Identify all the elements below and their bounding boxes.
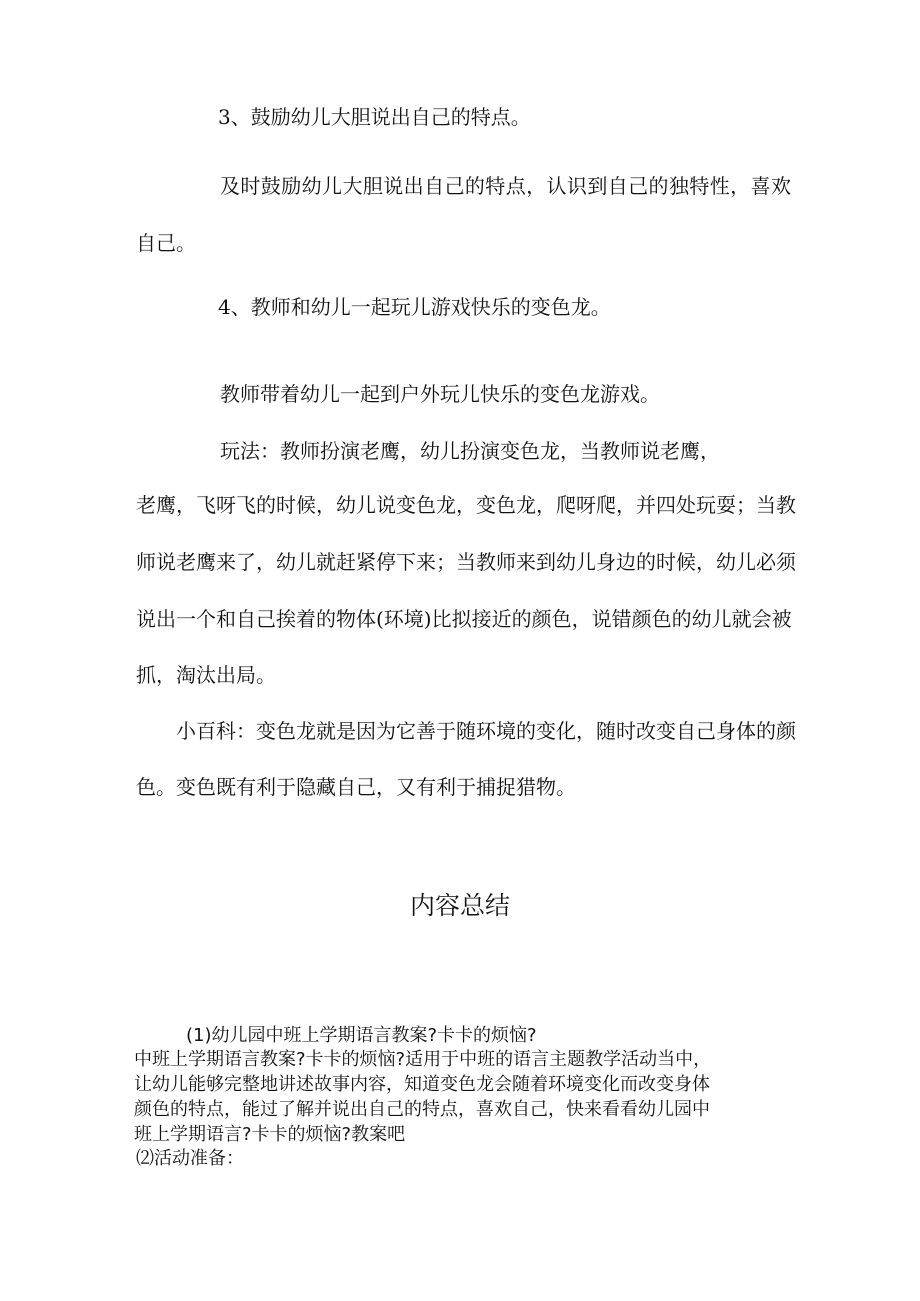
section4-heading: 4、教师和幼儿一起玩儿游戏快乐的变色龙。 <box>218 295 611 319</box>
game-rules-line1: 玩法：教师扮演老鹰，幼儿扮演变色龙，当教师说老鹰， <box>220 439 720 463</box>
summary-item1-line2: 中班上学期语言教案?卡卡的烦恼?适用于中班的语言主题教学活动当中， <box>134 1049 712 1070</box>
summary-item1-line4: 颜色的特点，能过了解并说出自己的特点，喜欢自己，快来看看幼儿园中 <box>134 1099 710 1120</box>
summary-item1-line5: 班上学期语言?卡卡的烦恼?教案吧 <box>134 1124 406 1145</box>
trivia-line2: 色。变色既有利于隐藏自己，又有利于捕捉猎物。 <box>136 775 576 799</box>
section3-paragraph-line2: 自己。 <box>136 231 196 255</box>
game-rules-line4: 说出一个和自己挨着的物体(环境)比拟接近的颜色，说错颜色的幼儿就会被 <box>136 607 792 631</box>
summary-item2: ⑵活动准备： <box>136 1148 244 1169</box>
game-rules-line5: 抓，淘汰出局。 <box>136 663 276 687</box>
trivia-line1: 小百科：变色龙就是因为它善于随环境的变化，随时改变自己身体的颜 <box>176 719 796 743</box>
section4-intro: 教师带着幼儿一起到户外玩儿快乐的变色龙游戏。 <box>220 382 660 406</box>
game-rules-line3: 师说老鹰来了，幼儿就赶紧停下来；当教师来到幼儿身边的时候，幼儿必须 <box>136 550 796 574</box>
summary-item1-line3: 让幼儿能够完整地讲述故事内容，知道变色龙会随着环境变化而改变身体 <box>134 1074 710 1095</box>
section3-heading: 3、鼓励幼儿大胆说出自己的特点。 <box>218 105 531 129</box>
section3-paragraph-line1: 及时鼓励幼儿大胆说出自己的特点，认识到自己的独特性，喜欢 <box>220 174 791 198</box>
summary-item1-heading: (1)幼儿园中班上学期语言教案?卡卡的烦恼? <box>186 1025 537 1046</box>
summary-title: 内容总结 <box>409 891 510 920</box>
game-rules-line2: 老鹰，飞呀飞的时候，幼儿说变色龙，变色龙，爬呀爬，并四处玩耍；当教 <box>136 493 796 517</box>
